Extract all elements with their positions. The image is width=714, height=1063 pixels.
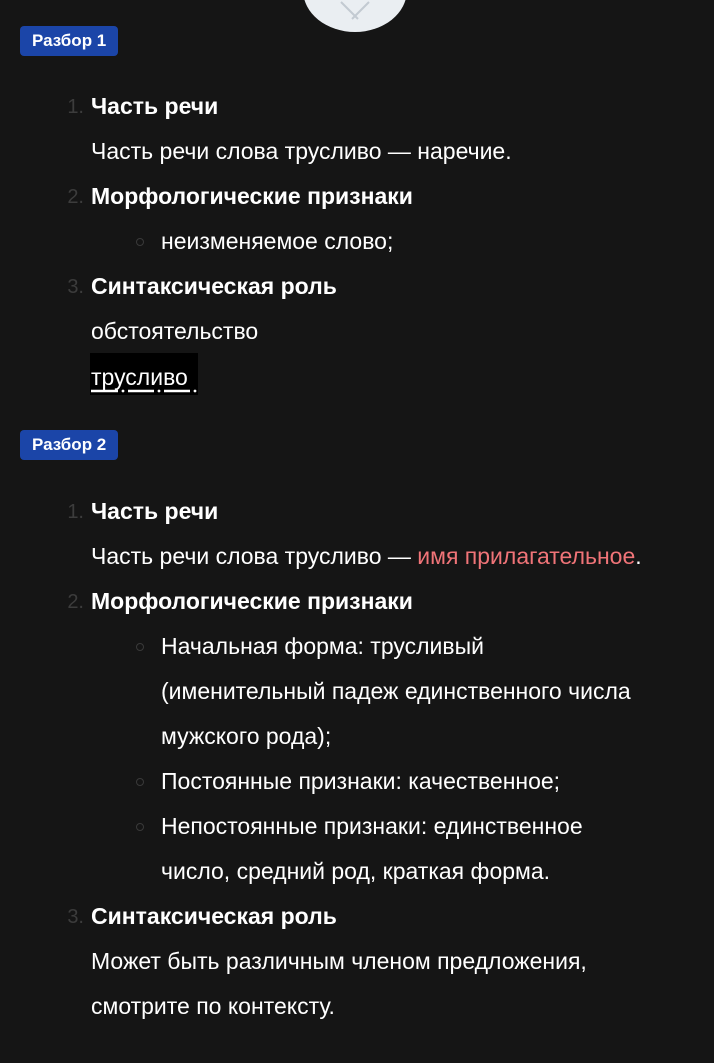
item-title: Морфологические признаки (91, 588, 413, 614)
list-number: 1. (67, 501, 84, 523)
parsed-word: трусливо (91, 364, 188, 390)
adverbial-underline-icon (90, 389, 198, 395)
bullet-text: число, средний род, краткая форма. (161, 858, 551, 884)
item-title: Синтаксическая роль (91, 273, 337, 299)
section-badge-1: Разбор 1 (20, 26, 118, 56)
bullet-text: (именительный падеж единственного числа (161, 678, 631, 704)
parsed-word-box (90, 353, 198, 395)
highlighted-answer: имя прилагательное (417, 543, 636, 569)
bullet-icon (136, 643, 144, 651)
bullet-text: мужского рода); (161, 723, 332, 749)
item-text: Может быть различным членом предложения, (91, 948, 587, 974)
bullet-text: Начальная форма: трусливый (161, 633, 484, 659)
bullet-icon (136, 238, 144, 246)
bullet-icon (136, 778, 144, 786)
bullet-text: Постоянные признаки: качественное; (161, 768, 561, 794)
close-icon (339, 0, 371, 22)
list-number: 3. (67, 276, 84, 298)
item-text: Часть речи слова трусливо — имя прилагательное. (91, 543, 642, 569)
item-text: Часть речи слова трусливо — наречие. (91, 138, 512, 164)
list-number: 2. (67, 591, 84, 613)
list-number: 3. (67, 906, 84, 928)
item-title: Морфологические признаки (91, 183, 413, 209)
bullet-text: Непостоянные признаки: единственное (161, 813, 583, 839)
item-title: Часть речи (91, 93, 219, 119)
section-badge-2: Разбор 2 (20, 430, 118, 460)
item-title: Часть речи (91, 498, 219, 524)
bullet-icon (136, 823, 144, 831)
list-number: 2. (67, 186, 84, 208)
list-number: 1. (67, 96, 84, 118)
item-title: Синтаксическая роль (91, 903, 337, 929)
bullet-text: неизменяемое слово; (161, 228, 394, 254)
item-text: смотрите по контексту. (91, 993, 335, 1019)
item-text: обстоятельство (91, 318, 259, 344)
close-button[interactable] (303, 0, 407, 32)
